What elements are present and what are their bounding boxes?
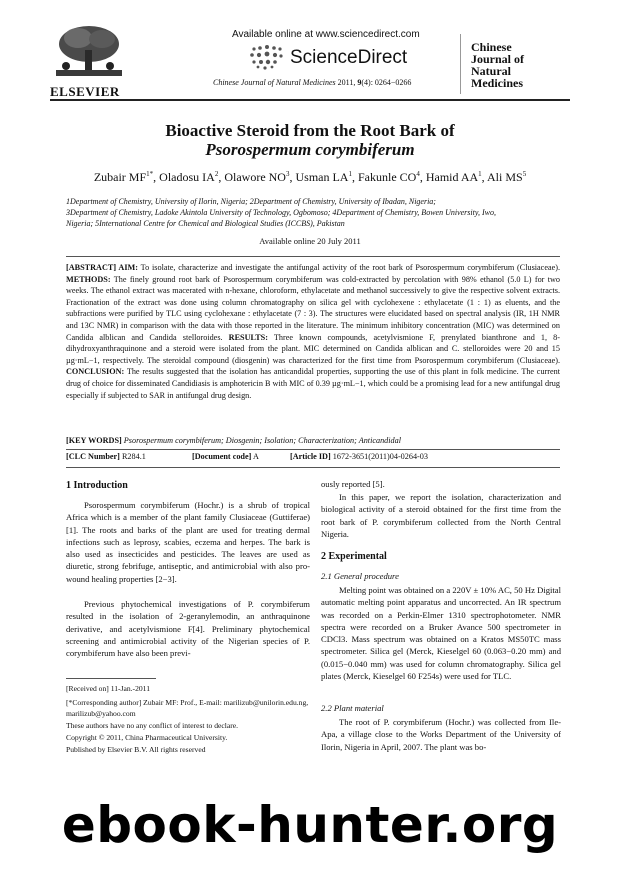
intro-paragraph-1: Psorospermum corymbiferum (Hochr.) is a shrub of tropical Africa which is a member of the plant family Clusiaceae (Guttiferae)[1]. The roots and barks of the plant are used for treating dermal infections such as leprosy, scabies, eczema and herpes. The bark is also used as insecticides and pesticides. The leaves are used as diuretic, strong febrifuge, antiseptic, and antimicrobial with also pro-wound healing properties [2−3]. [66, 500, 310, 584]
sciencedirect-dots-icon [248, 44, 284, 70]
abstract-top-rule [66, 256, 560, 257]
available-online-text: Available online at www.sciencedirect.com [232, 29, 420, 40]
plant-material-paragraph: The root of P. corymbiferum (Hochr.) was collected from Ile-Apa, a village close to the Works Department of the University of Ilorin, Nigeria in April, 2007. The plant was bo- [321, 717, 561, 752]
publisher-name: ELSEVIER [50, 84, 120, 99]
elsevier-tree-logo [52, 22, 126, 78]
affiliation-line: 3Department of Chemistry, Ladoke Akintola University of Technology, Ogbomoso; 4Department of Chemistry, Bowen University, Iwo, [66, 208, 496, 217]
received-date: [Received on] 11-Jan.-2011 [66, 684, 150, 693]
section-heading-experimental: 2 Experimental [321, 551, 387, 562]
keywords-line: [KEY WORDS] Psorospermum corymbiferum; Diosgenin; Isolation; Characterization; Anticandidal [66, 436, 401, 445]
clc-number: [CLC Number] R284.1 [66, 452, 146, 461]
journal-box-title: Chinese Journal of Natural Medicines [471, 40, 525, 90]
copyright-line: Copyright © 2011, China Pharmaceutical University. [66, 733, 228, 742]
conflict-statement: These authors have no any conflict of interest to declare. [66, 721, 239, 730]
intro-paragraph-2: Previous phytochemical investigations of P. corymbiferum resulted in the isolation of 2-geranylemodin, an anthraquinone derivative, and acetylvismione F[4]. Preliminary phytochemical screening and antimicrobial activity of the Nigerian species of P. corymbiferum have also been previ- [66, 599, 310, 659]
subheading-plant-material: 2.2 Plant material [321, 703, 384, 713]
affiliation-line: 1Department of Chemistry, University of Ilorin, Nigeria; 2Department of Chemistry, University of Ibadan, Nigeria; [66, 197, 436, 206]
corresponding-author: [*Corresponding author] Zubair MF: Prof., E-mail: marilizub@unilorin.edu.ng, marilizub@yahoo.com [66, 698, 309, 719]
affiliation-line: Nigeria; 5International Centre for Chemical and Biological Studies (ICCBS), Pakistan [66, 219, 345, 228]
classification-rule [66, 467, 560, 468]
author-list: Zubair $MF^{1*}$, Oladosu $IA^2$, Olawore $NO^3$, Usman $LA^1$, Fakunle $CO^4$, Hamid $AA^1$, Ali $MS^5$ [93, 170, 527, 184]
affiliations [66, 196, 566, 229]
document-code: [Document code] A [192, 452, 259, 461]
abstract-text: [ABSTRACT] AIM: To isolate, characterize and investigate the antifungal activity of the root bark of Psorospermum corymbiferum (Clusiaceae). METHODS: The finely ground root bark of Psorospermum corymbiferum was cold-extracted by percolation with 98% ethanol (5.0 L) for two weeks. The ethanol extract was macerated with n-hexane, chloroform, ethylacetate and methanol successively to give the respective solvent extracts. Fractionation of the extract was done using column chromatography on silica gel with cyclohexene : ethylacetate (1 : 1) as eluents, and the subfractions were purified by TLC using cyclohexane : ethylacetate (7 : 3). The structures were elucidated based on spectral analysis (IR, 1H NMR and 13C NMR) in comparison with the data with those reported in the literature. The minimum inhibitory concentration (MIC) was determined on Candida alblican and Candida stelloroides. RESULTS: Three known compounds, acetylvismione F, prenylated bianthrone and 1, 8-dihydroxyanthraquinone and a steroid were isolated from the plant. MIC determined on Candida alblican and C. stelloroides were 20 and 15 µg·mL−1, respectively. The steroidal compound (diosgenin) was characterized for the first time from Psorospermum corymbiferum (Clusiaceae). CONCLUSION: The results suggested that the isolation has anticandidal properties, supporting the use of this plant in folk medicine. The current drug of choice for disseminated Candidiasis is amphotericin B with MIC of 0.39 µg·mL−1, which could be a promising lead for a new antifungal drug especially if subjected to SAR in antifungal drug design. [66, 263, 560, 400]
right-paragraph-0: ously reported [5]. [321, 479, 385, 489]
sciencedirect-logo-text: ScienceDirect [290, 47, 408, 68]
published-line: Published by Elsevier B.V. All rights reserved [66, 745, 206, 754]
subheading-general-procedure: 2.1 General procedure [321, 571, 399, 581]
article-title-line1: Bioactive Steroid from the Root Bark of [165, 121, 455, 140]
watermark-text: ebook-hunter.org [61, 796, 559, 854]
article-id: [Article ID] 1672-3651(2011)04-0264-03 [290, 452, 428, 461]
section-heading-introduction: 1 Introduction [66, 480, 128, 491]
right-paragraph-1: In this paper, we report the isolation, characterization and biological activity of a steroid obtained for the first time from the root bark of P. corymbiferum collected from the North Central Nigeria. [321, 492, 561, 539]
header-divider [460, 34, 461, 94]
general-procedure-paragraph: Melting point was obtained on a 220V ± 10% AC, 50 Hz Digital automatic melting point apparatus and uncorrected. An IR spectrum was recorded on a Perkin-Elmer 1310 spectrophotometer. NMR spectra were recorded on a Bruker Avance 500 spectrometer in CDCl3. Mass spectrum was obtained on a Kratos MS50TC mass spectrometer. Silica gel (Merck, Kieselgel 60 (0.063−0.20 mm) and (0.015−0.040 mm) was used for column chromatography. Silica gel plates (Merck, Kieselgel 60 F254s) were used for TLC. [321, 585, 561, 682]
journal-citation: Chinese Journal of Natural Medicines 2011, 9(4): 0264−0266 [213, 78, 412, 87]
keywords-rule [66, 449, 560, 450]
article-title-line2: Psorospermum corymbiferum [205, 140, 415, 159]
footnote-rule [66, 678, 156, 679]
header-rule [50, 99, 570, 101]
available-online-date: Available online 20 July 2011 [259, 236, 361, 246]
